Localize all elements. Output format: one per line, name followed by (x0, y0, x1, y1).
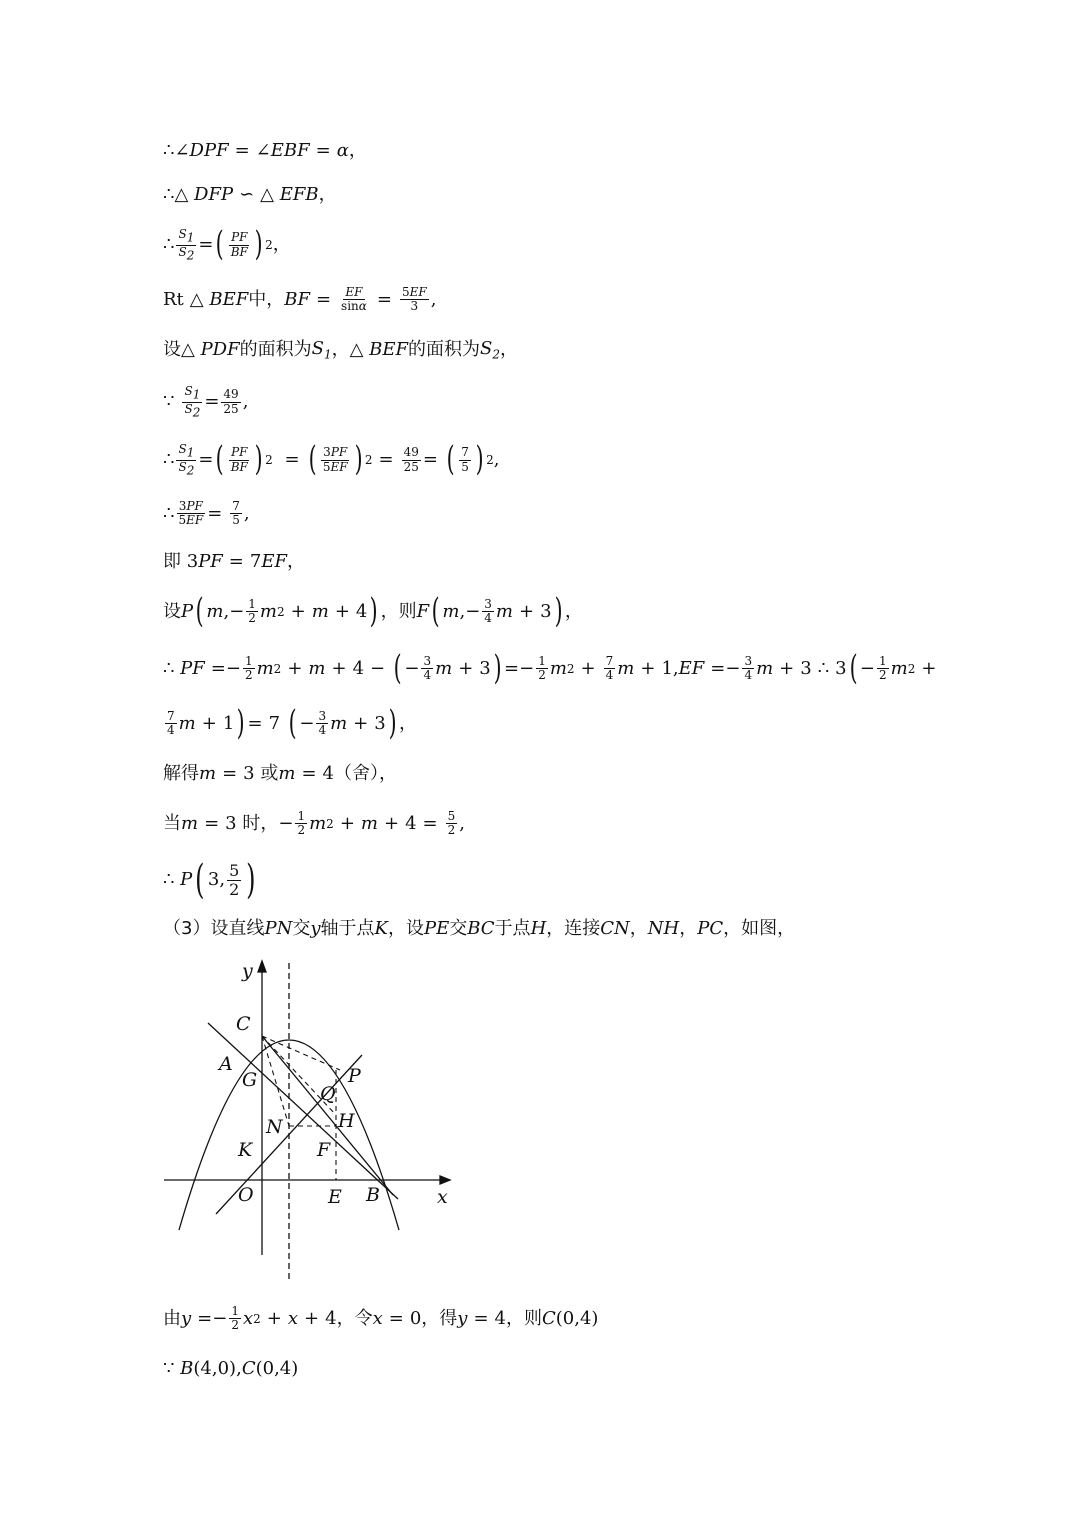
line-14: 当 m = 3 时， − $\frac{1}{2}$ m 2 + m + 4 = $\frac{5}{2}$ , (163, 809, 465, 838)
line-4: Rt △ BEF 中， BF = $\frac{EF}{\sin\alpha}$ = $\frac{5EF}{3}$ , (163, 285, 437, 314)
segment-CN (262, 1036, 289, 1126)
line-13: 解得 m = 3 或 m = 4 （舍）， (163, 763, 397, 784)
line-18: ∵ B (4,0), C (0,4) (163, 1358, 299, 1379)
label-F: F (317, 1139, 331, 1161)
label-G: G (242, 1069, 258, 1091)
line-8: ∴ $\frac{3PF}{5EF}$ = $\frac{7}{5}$ , (163, 499, 250, 528)
line-12: $\frac{7}{4}$ m + 1 ) = 7 ( − $\frac{3}{4}$ m + 3 ) ， (167, 703, 417, 744)
label-K: K (238, 1139, 253, 1161)
label-y: y (242, 960, 253, 982)
line-10: 设 P ( m ,− $\frac{1}{2}$ m 2 + m + 4 ) ，则 F ( m ,− $\frac{3}{4}$ m + 3 ) ， (163, 591, 583, 632)
line-16: （3）设直线 PN 交 y 轴于点 K ，设 PE 交 BC 于点 H ，连接 CN ， NH ， PC ，如图， (163, 918, 796, 939)
y-axis-arrow (258, 961, 266, 972)
label-B: B (366, 1184, 380, 1206)
line-6: ∵ $\frac{S1}{S2}$ = $\frac{49}{25}$ , (163, 384, 249, 419)
line-1: ∴ ∠DPF = ∠EBF = α ， (163, 140, 367, 161)
label-C: C (236, 1013, 251, 1035)
segment-CP (262, 1036, 340, 1070)
x-axis-arrow (440, 1176, 450, 1184)
line-3: ∴ $\frac{S1}{S2}$ = ( $\frac{PF}{BF}$ ) 2 ， (163, 224, 291, 265)
label-x: x (437, 1186, 448, 1208)
line-7: ∴ $\frac{S1}{S2}$ = ( $\frac{PF}{BF}$ ) 2 = ( $\frac{3PF}{5EF}$ ) 2 = $\frac{49}{25}$ = ( $\frac{7}{5}$ ) 2 , (163, 439, 500, 480)
line-AB (208, 1023, 398, 1199)
line-17: 由 y =− $\frac{1}{2}$ x 2 + x + 4 ，令 x = 0 ，得 y = 4 ，则 C (0,4) (163, 1304, 599, 1333)
line-2: ∴△ DFP ∽ △ EFB ， (163, 184, 337, 205)
geometry-figure (160, 955, 460, 1285)
label-P: P (348, 1065, 361, 1087)
label-H: H (338, 1110, 355, 1132)
line-9: 即 3 PF = 7 EF ， (163, 551, 305, 572)
line-5: 设 △ PDF 的面积为 $S_1$ ， △ BEF 的面积为 $S_2$ ， (163, 338, 518, 362)
label-E: E (328, 1186, 342, 1208)
label-N: N (266, 1116, 283, 1138)
label-A: A (219, 1053, 233, 1075)
label-O: O (238, 1184, 254, 1206)
line-11: ∴ PF =− $\frac{1}{2}$ m 2 + m + 4 − ( − $\frac{3}{4}$ m + 3 ) =− $\frac{1}{2}$ m 2 + $\frac{7}{4}$ m + 1, EF =− $\frac{3}{4}$ m + 3 ∴ 3 ( − $\frac{1}{2}$ m 2 + (163, 648, 937, 689)
label-Q: Q (320, 1083, 336, 1105)
line-15: ∴ P ( 3, $\frac{5}{2}$ ) (163, 857, 256, 904)
